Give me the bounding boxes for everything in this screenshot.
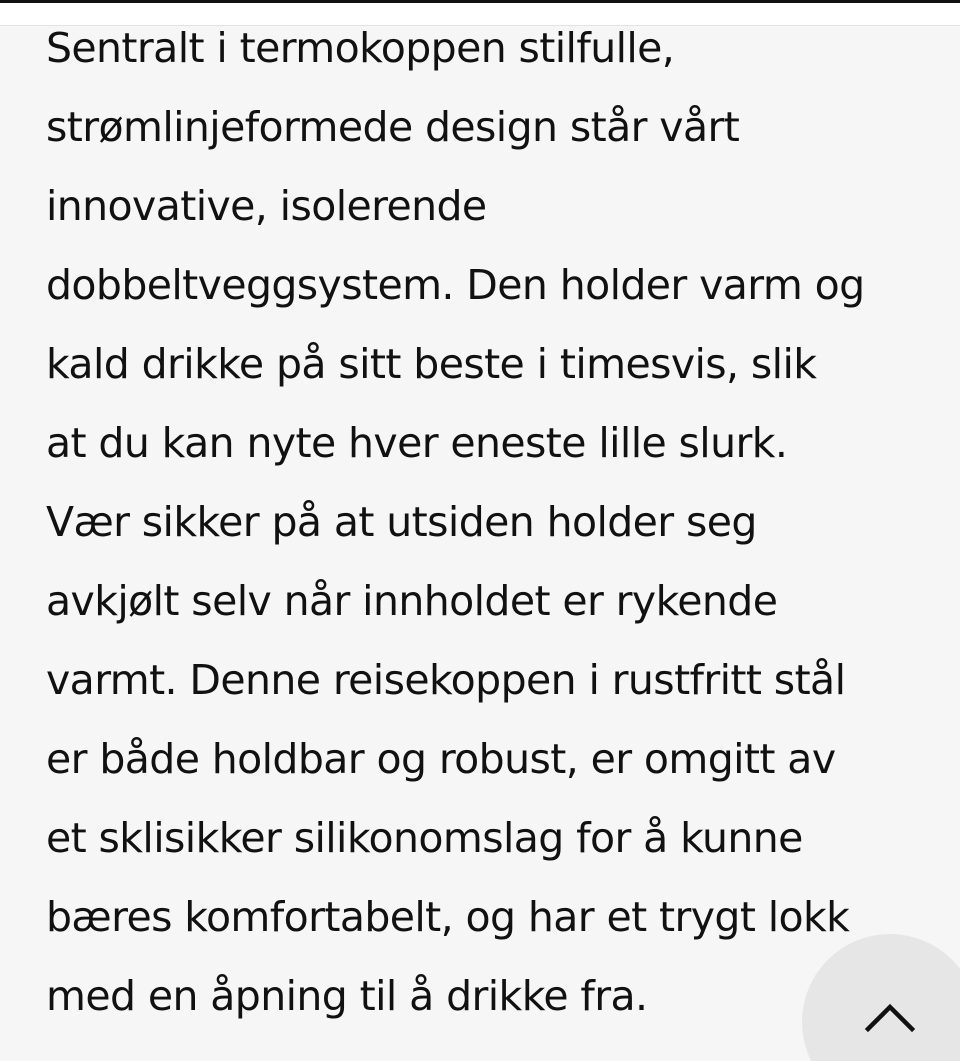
description-line: dobbeltveggsystem. Den holder varm og	[46, 261, 865, 309]
description-line: et sklisikker silikonomslag for å kunne	[46, 814, 803, 862]
description-line: Vær sikker på at utsiden holder seg	[46, 498, 757, 546]
description-line: kald drikke på sitt beste i timesvis, slik	[46, 340, 817, 388]
description-line: er både holdbar og robust, er omgitt av	[46, 735, 836, 783]
description-line: med en åpning til å drikke fra.	[46, 972, 648, 1020]
chevron-up-icon	[864, 1000, 916, 1034]
description-line: Sentralt i termokoppen stilfulle,	[46, 24, 675, 72]
description-line: avkjølt selv når innholdet er rykende	[46, 577, 778, 625]
description-line: bæres komfortabelt, og har et trygt lokk	[46, 893, 850, 941]
description-line: at du kan nyte hver eneste lille slurk.	[46, 419, 788, 467]
description-line: varmt. Denne reisekoppen i rustfritt stål	[46, 656, 846, 704]
description-line: strømlinjeformede design står vårt	[46, 103, 740, 151]
product-description	[46, 9, 926, 1036]
description-line: innovative, isolerende	[46, 182, 487, 230]
